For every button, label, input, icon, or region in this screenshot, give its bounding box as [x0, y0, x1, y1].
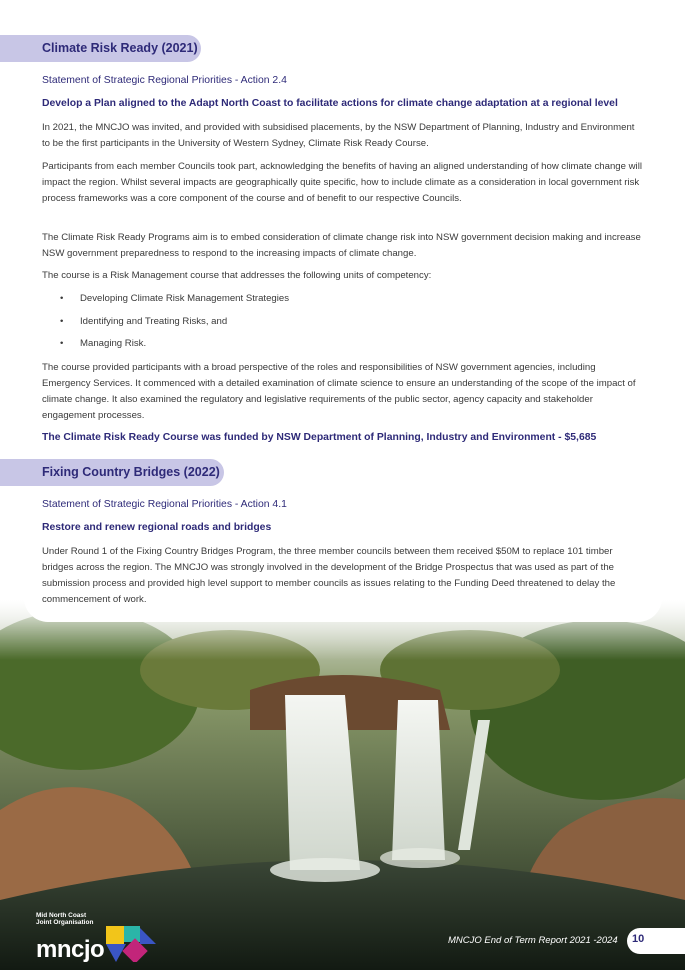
page-number: 10 — [632, 933, 645, 945]
strategic-statement: Statement of Strategic Regional Priorities - Action 2.4 — [42, 75, 287, 86]
logo-subtitle: Mid North Coast — [36, 912, 87, 919]
paragraph: The course provided participants with a broad perspective of the roles and responsibilities of NSW government agencies, including Emergency Services. It commenced with a detailed examination of climate science to ensure an understanding of the scope of the impact of climate change. It also examined the regulatory and legislative requirements of the public sector, agency capacity and stakeholder engagement processes. — [42, 362, 636, 421]
paragraph: Under Round 1 of the Fixing Country Bridges Program, the three member councils between them received $50M to replace 101 timber bridges across the region. The MNCJO was strongly involved in the development of the Bridge Prospectus that was used as part of the submission process and provided high level support to member councils as issues relating to the Funding Deed threatened to delay the commencement of work. — [42, 546, 616, 605]
action-plan: Develop a Plan aligned to the Adapt North Coast to facilitate actions for climate change adaptation at a regional level — [42, 98, 618, 109]
section-title: Climate Risk Ready (2021) — [42, 41, 198, 55]
action-plan: Restore and renew regional roads and bridges — [42, 522, 272, 533]
section-title: Fixing Country Bridges (2022) — [42, 465, 220, 479]
logo-subtitle: Joint Organisation — [36, 919, 94, 926]
list-item: • Developing Climate Risk Management Strategies — [60, 293, 290, 304]
list-item: • Identifying and Treating Risks, and — [60, 316, 228, 327]
section-heading — [0, 35, 201, 62]
mncjo-logo — [36, 912, 156, 962]
paragraph: The course is a Risk Management course that addresses the following units of competency: — [42, 270, 432, 281]
paragraph: In 2021, the MNCJO was invited, and provided with subsidised placements, by the NSW Department of Planning, Industry and Environment to be the first participants in the University of Western Sydney, Climate Risk Ready Course. — [42, 122, 635, 149]
section-heading — [0, 459, 224, 486]
logo-mark-icon — [106, 926, 156, 962]
list-item: • Managing Risk. — [60, 338, 147, 349]
funding-note: The Climate Risk Ready Course was funded by NSW Department of Planning, Industry and Environment - $5,685 — [42, 432, 597, 443]
paragraph: The Climate Risk Ready Programs aim is to embed consideration of climate change risk into NSW government decision making and increase NSW government preparedness to respond to the increasing impacts of climate change. — [42, 232, 641, 259]
report-title: MNCJO End of Term Report 2021 -2024 — [448, 935, 618, 946]
logo-wordmark: mncjo — [36, 936, 105, 963]
strategic-statement: Statement of Strategic Regional Priorities - Action 4.1 — [42, 499, 287, 510]
paragraph: Participants from each member Councils took part, acknowledging the benefits of having an aligned understanding of how climate change will impact the region. Whilst several impacts are geographically quite specific, how to include climate as a consideration in local government risk process frameworks was a core component of the course and of benefit to our respective Councils. — [42, 161, 642, 204]
